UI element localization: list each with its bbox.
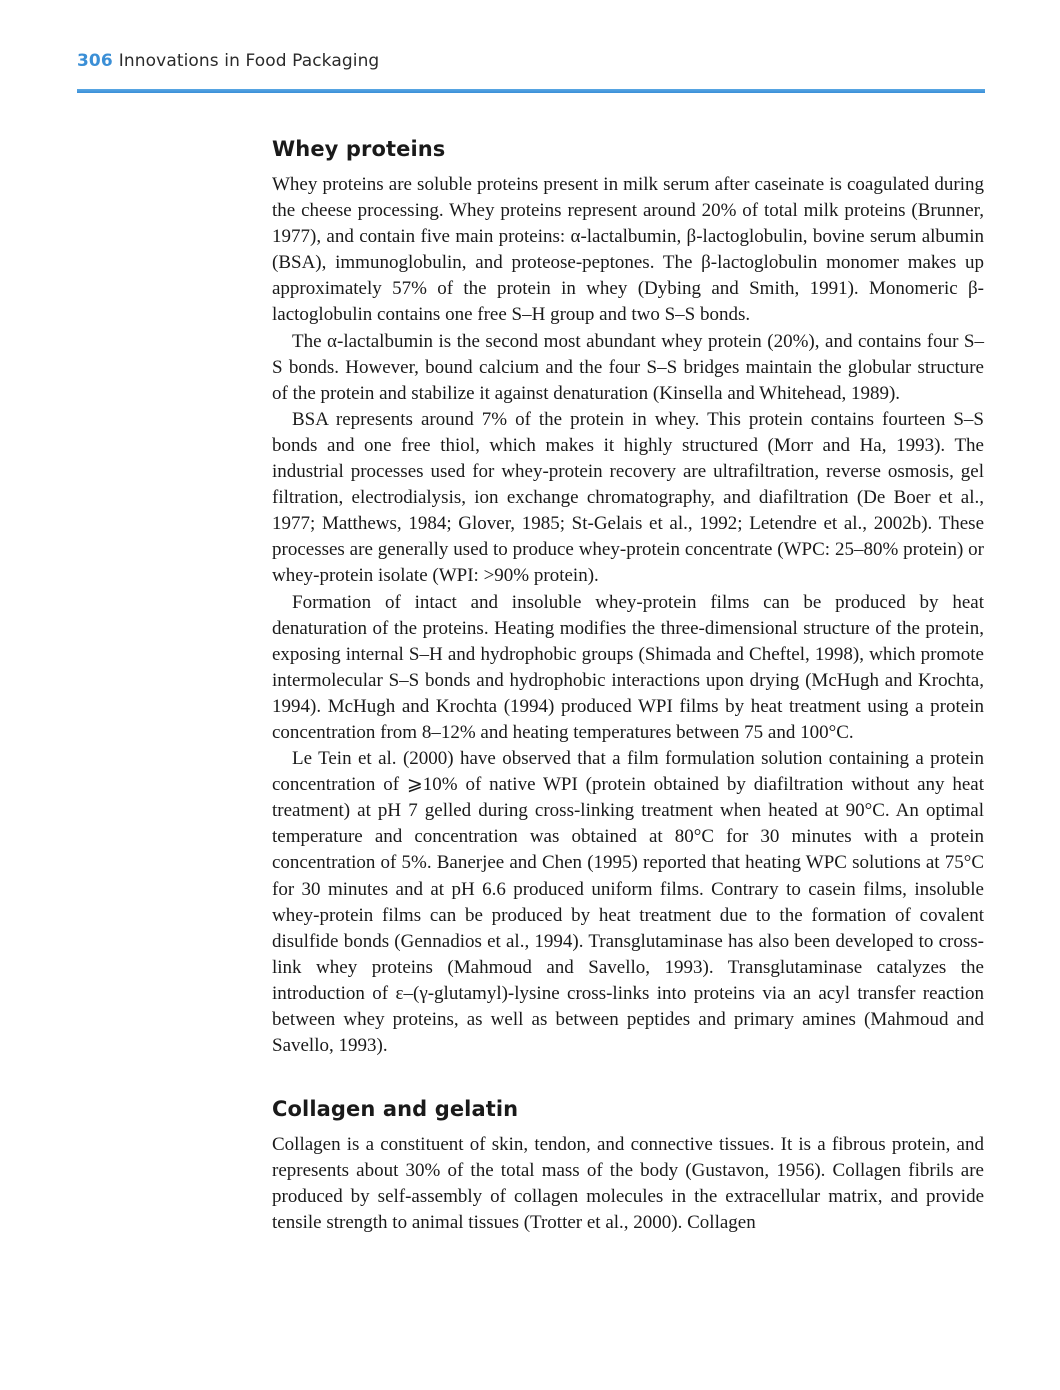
- section-heading-whey-proteins: Whey proteins: [272, 137, 446, 161]
- paragraph: The α-lactalbumin is the second most abundant whey protein (20%), and contains four S–S bonds. However, bound calcium and the four S–S bridges maintain the globular structure of the protein and stabilize it against denaturation (Kinsella and Whitehead, 1989).: [272, 330, 984, 404]
- page-number: 306: [77, 51, 113, 71]
- page-body: [272, 137, 984, 1237]
- book-title: Innovations in Food Packaging: [118, 51, 380, 71]
- paragraph: Whey proteins are soluble proteins present in milk serum after caseinate is coagulated during the cheese processing. Whey proteins represent around 20% of total milk proteins (Brunner, 1977), and contain five main proteins: α-lactalbumin, β-lactoglobulin, bovine serum albumin (BSA), immunoglobulin, and proteose-peptones. The β-lactoglobulin monomer makes up approximately 57% of the protein in whey (Dybing and Smith, 1991). Monomeric β-lactoglobulin contains one free S–H group and two S–S bonds.: [272, 174, 984, 326]
- paragraph: BSA represents around 7% of the protein in whey. This protein contains fourteen S–S bonds and one free thiol, which makes it highly structured (Morr and Ha, 1993). The industrial processes used for whey-protein recovery are ultrafiltration, reverse osmosis, gel filtration, electrodialysis, ion exchange chromatography, and diafiltration (De Boer et al., 1977; Matthews, 1984; Glover, 1985; St-Gelais et al., 1992; Letendre et al., 2002b). These processes are generally used to produce whey-protein concentrate (WPC: 25–80% protein) or whey-protein isolate (WPI: >90% protein).: [272, 408, 984, 587]
- paragraph: Formation of intact and insoluble whey-protein films can be produced by heat denaturation of the proteins. Heating modifies the three-dimensional structure of the protein, exposing internal S–H and hydrophobic groups (Shimada and Cheftel, 1998), which promote intermolecular S–S bonds and hydrophobic interactions upon drying (McHugh and Krochta, 1994). McHugh and Krochta (1994) produced WPI films by heat treatment using a protein concentration from 8–12% and heating temperatures between 75 and 100°C.: [272, 591, 984, 743]
- section-heading-collagen-and-gelatin: Collagen and gelatin: [272, 1097, 519, 1122]
- paragraph: Collagen is a constituent of skin, tendon, and connective tissues. It is a fibrous protein, and represents about 30% of the total mass of the body (Gustavon, 1956). Collagen fibrils are produced by self-assembly of collagen molecules in the extracellular matrix, and provide tensile strength to animal tissues (Trotter et al., 2000). Collagen: [272, 1134, 984, 1234]
- header-rule: [77, 89, 985, 93]
- paragraph: Le Tein et al. (2000) have observed that a film formulation solution containing a protein concentration of ⩾10% of native WPI (protein obtained by diafiltration without any heat treatment) at pH 7 gelled during cross-linking treatment when heated at 90°C. An optimal temperature and concentration was obtained at 80°C for 30 minutes with a protein concentration of 5%. Banerjee and Chen (1995) reported that heating WPC solutions at 75°C for 30 minutes and at pH 6.6 produced uniform films. Contrary to casein films, insoluble whey-protein films can be produced by heat treatment due to the formation of covalent disulfide bonds (Gennadios et al., 1994). Transglutaminase has also been developed to cross-link whey proteins (Mahmoud and Savello, 1993). Transglutaminase catalyzes the introduction of ε–(γ-glutamyl)-lysine cross-links into proteins via an acyl transfer reaction between whey proteins, as well as between peptides and primary amines (Mahmoud and Savello, 1993).: [272, 748, 984, 1057]
- running-head: [77, 51, 379, 71]
